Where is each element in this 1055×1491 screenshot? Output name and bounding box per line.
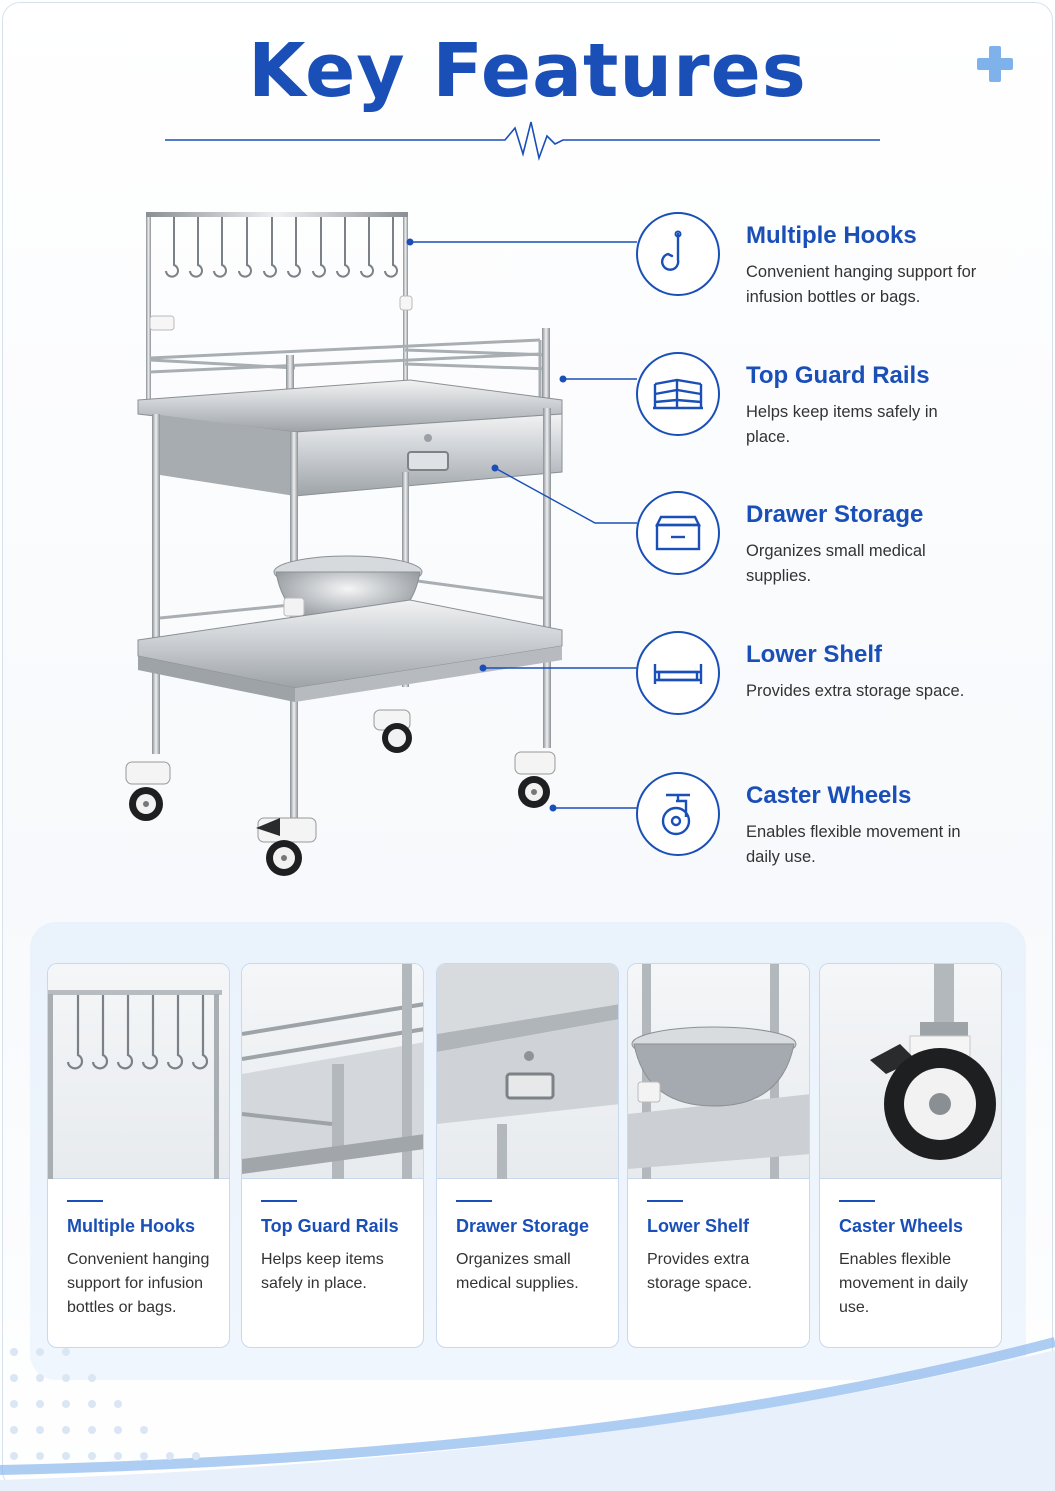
card-title: Top Guard Rails [261,1216,399,1236]
medical-cross-icon [975,44,1015,84]
feature-desc: Helps keep items safely in place. [746,403,938,446]
card-desc: Enables flexible movement in daily use. [839,1251,968,1316]
hook-icon [636,212,720,296]
decorative-dots [0,1340,260,1480]
feature-top-guard-rails [636,352,1036,446]
feature-multiple-hooks [636,212,1036,306]
guard-rails-closeup-image [242,964,423,1179]
feature-title: Multiple Hooks [746,222,917,249]
detail-card-lower-shelf [627,963,810,1348]
drawer-closeup-image [437,964,618,1179]
card-desc: Organizes small medical supplies. [456,1251,579,1292]
card-title: Lower Shelf [647,1216,750,1236]
feature-desc: Convenient hanging support for infusion bottles or bags. [746,263,977,306]
card-title: Caster Wheels [839,1216,964,1236]
caster-wheel-closeup-image [820,964,1001,1179]
shelf-icon [636,631,720,715]
card-title: Drawer Storage [456,1216,590,1236]
guard-rail-icon [636,352,720,436]
feature-desc: Enables flexible movement in daily use. [746,823,961,866]
feature-lower-shelf [636,631,1036,721]
feature-title: Top Guard Rails [746,362,930,389]
caster-wheel-icon [636,772,720,856]
feature-drawer-storage [636,491,1036,585]
accent-bar [839,1200,875,1202]
feature-title: Caster Wheels [746,782,912,809]
feature-caster-wheels [636,772,1036,866]
feature-title: Lower Shelf [746,641,883,668]
detail-card-drawer-storage [436,963,619,1348]
trolley-illustration [110,200,580,900]
card-desc: Helps keep items safely in place. [261,1251,384,1292]
hooks-closeup-image [48,964,229,1179]
page-title: Key Features [248,28,807,114]
feature-desc: Provides extra storage space. [746,682,965,700]
accent-bar [456,1200,492,1202]
accent-bar [261,1200,297,1202]
accent-bar [67,1200,103,1202]
accent-bar [647,1200,683,1202]
card-title: Multiple Hooks [67,1216,196,1236]
detail-card-top-guard-rails [241,963,424,1348]
detail-card-caster-wheels [819,963,1002,1348]
lower-shelf-closeup-image [628,964,809,1179]
card-desc: Provides extra storage space. [647,1251,752,1292]
drawer-icon [636,491,720,575]
detail-card-multiple-hooks [47,963,230,1348]
heartbeat-divider [165,118,880,164]
feature-title: Drawer Storage [746,501,924,528]
feature-desc: Organizes small medical supplies. [746,542,926,585]
card-desc: Convenient hanging support for infusion bottles or bags. [67,1251,210,1316]
